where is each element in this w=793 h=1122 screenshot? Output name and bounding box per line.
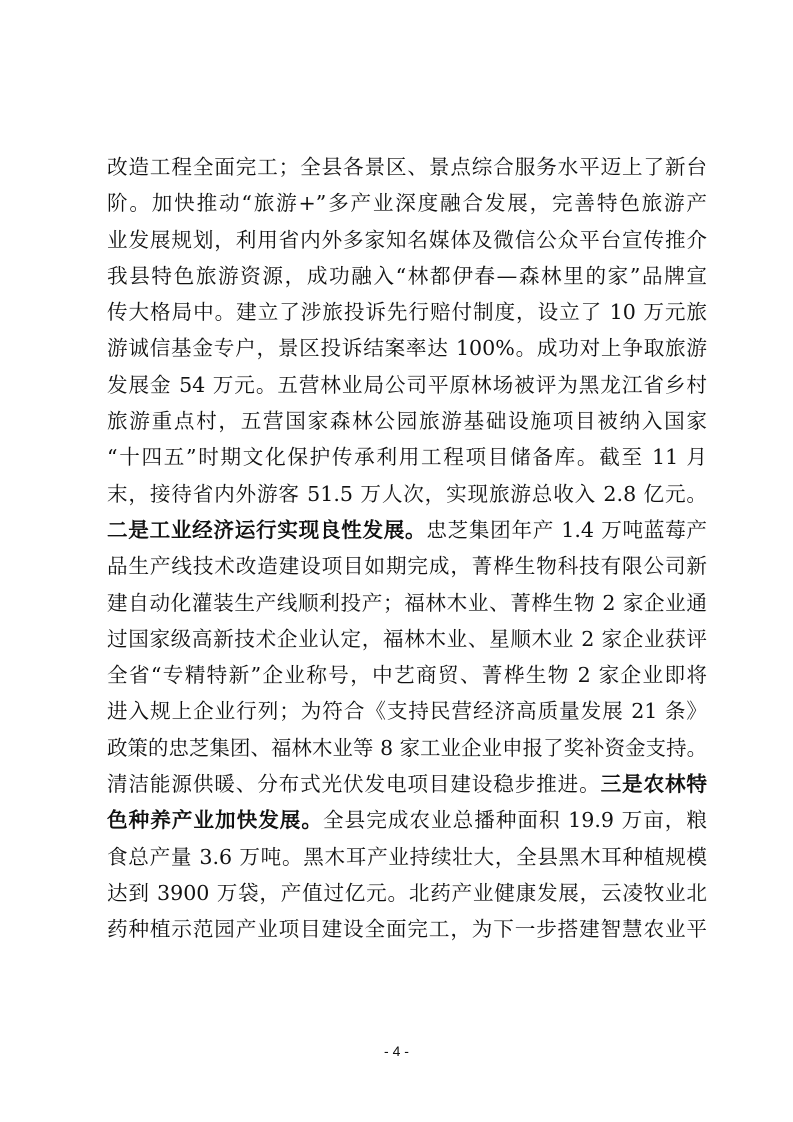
body-text-segment: 阶。加快推动“旅游+”多产业深度融合发展，完善特色旅游产 bbox=[107, 191, 707, 216]
text-line bbox=[107, 911, 707, 947]
body-text-segment: “十四五”时期文化保护传承利用工程项目储备库。截至 11 月 bbox=[107, 445, 707, 470]
body-text-segment: 进入规上企业行列；为符合《支持民营经济高质量发展 21 条》 bbox=[107, 699, 707, 724]
text-line bbox=[107, 548, 707, 584]
text-line bbox=[107, 403, 707, 439]
body-text-segment: 建自动化灌装生产线顺利投产；福林木业、菁桦生物 2 家企业通 bbox=[107, 590, 707, 615]
body-text-segment: 过国家级高新技术企业认定，福林木业、星顺木业 2 家企业获评 bbox=[107, 626, 707, 651]
text-line bbox=[107, 330, 707, 366]
body-text-segment: 我县特色旅游资源，成功融入“林都伊春—森林里的家”品牌宣 bbox=[107, 263, 707, 288]
text-line bbox=[107, 657, 707, 693]
body-text-segment: 改造工程全面完工；全县各景区、景点综合服务水平迈上了新台 bbox=[107, 155, 707, 179]
body-text-segment: 清洁能源供暖、分布式光伏发电项目建设稳步推进。 bbox=[107, 772, 601, 797]
text-line bbox=[107, 839, 707, 875]
body-text-segment: 忠芝集团年产 1.4 万吨蓝莓产 bbox=[426, 517, 708, 542]
text-line bbox=[107, 258, 707, 294]
bold-heading-text: 三是农林特 bbox=[600, 772, 708, 797]
bold-heading-text: 色种养产业加快发展。 bbox=[107, 808, 324, 833]
body-text-segment: 政策的忠芝集团、福林木业等 8 家工业企业申报了奖补资金支持。 bbox=[107, 735, 707, 760]
text-line bbox=[107, 476, 707, 512]
text-line bbox=[107, 439, 707, 475]
text-line bbox=[107, 621, 707, 657]
text-line bbox=[107, 585, 707, 621]
bold-heading-text: 二是工业经济运行实现良性发展。 bbox=[107, 517, 427, 542]
body-text-segment: 全省“专精特新”企业称号，中艺商贸、菁桦生物 2 家企业即将 bbox=[107, 663, 707, 688]
body-text-segment: 发展金 54 万元。五营林业局公司平原林场被评为黑龙江省乡村 bbox=[107, 372, 707, 397]
body-text-segment: 药种植示范园产业项目建设全面完工，为下一步搭建智慧农业平 bbox=[107, 917, 707, 942]
body-text-segment: 末，接待省内外游客 51.5 万人次，实现旅游总收入 2.8 亿元。 bbox=[107, 481, 707, 506]
text-line bbox=[107, 766, 707, 802]
text-line bbox=[107, 802, 707, 838]
body-text-segment: 食总产量 3.6 万吨。黑木耳产业持续壮大，全县黑木耳种植规模 bbox=[107, 844, 707, 869]
text-line bbox=[107, 367, 707, 403]
body-text bbox=[107, 149, 707, 948]
body-text-segment: 品生产线技术改造建设项目如期完成，菁桦生物科技有限公司新 bbox=[107, 554, 707, 579]
text-line bbox=[107, 149, 707, 185]
page-number: - 4 - bbox=[384, 1043, 409, 1059]
text-line bbox=[107, 512, 707, 548]
text-line bbox=[107, 185, 707, 221]
body-text-segment: 业发展规划，利用省内外多家知名媒体及微信公众平台宣传推介 bbox=[107, 227, 707, 252]
body-text-segment: 游诚信基金专户，景区投诉结案率达 100%。成功对上争取旅游 bbox=[107, 336, 707, 361]
body-text-segment: 传大格局中。建立了涉旅投诉先行赔付制度，设立了 10 万元旅 bbox=[107, 300, 707, 325]
body-text-segment: 全县完成农业总播种面积 19.9 万亩，粮 bbox=[323, 808, 707, 833]
text-line bbox=[107, 693, 707, 729]
body-text-segment: 旅游重点村，五营国家森林公园旅游基础设施项目被纳入国家 bbox=[107, 409, 707, 434]
text-line bbox=[107, 222, 707, 258]
text-line bbox=[107, 294, 707, 330]
text-line bbox=[107, 875, 707, 911]
body-text-segment: 达到 3900 万袋，产值过亿元。北药产业健康发展，云凌牧业北 bbox=[107, 880, 707, 905]
text-line bbox=[107, 730, 707, 766]
